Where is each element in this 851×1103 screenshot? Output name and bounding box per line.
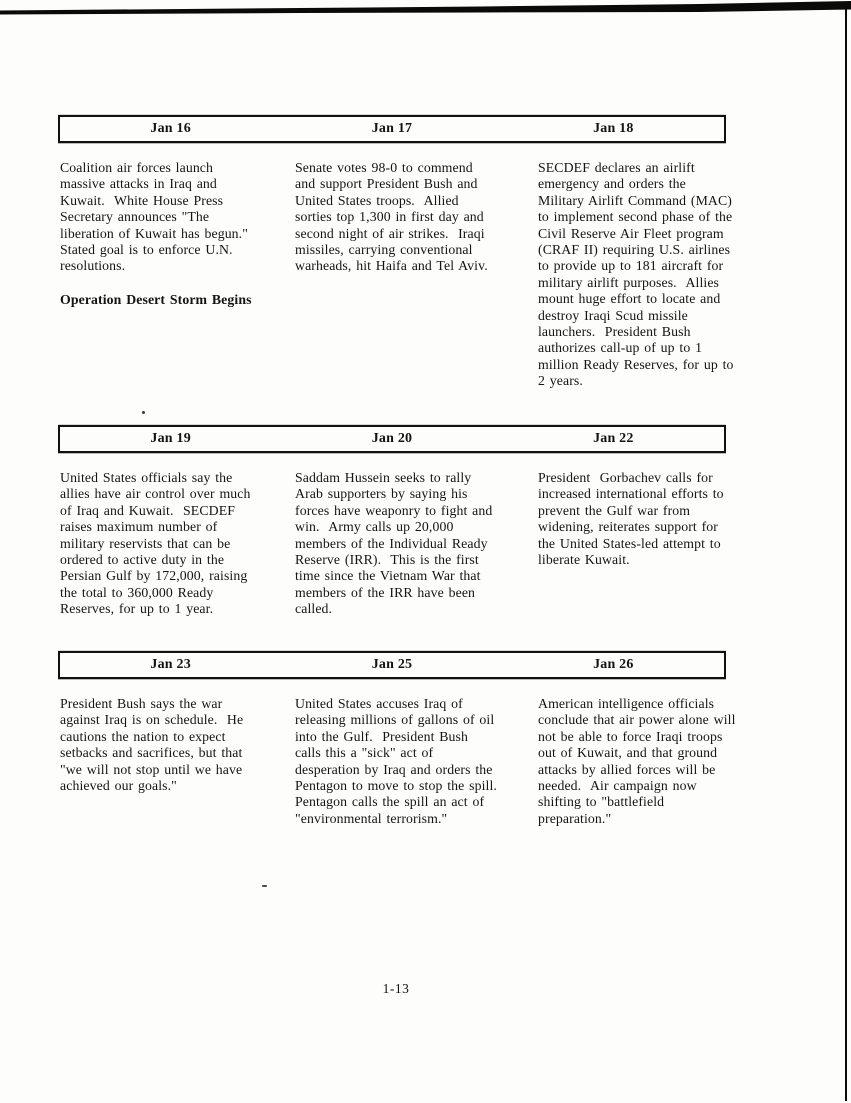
timeline-entry-jan-18 bbox=[538, 160, 739, 407]
date-header-jan-25: Jan 25 bbox=[371, 657, 413, 672]
date-header-row bbox=[58, 425, 726, 453]
date-header-row bbox=[58, 115, 726, 143]
entry-paragraph: President Gorbachev calls for increased international efforts to prevent the Gulf war from widening, reiterates support for the United States-led attempt to liberate Kuwait. bbox=[538, 470, 729, 568]
date-header-jan-20: Jan 20 bbox=[371, 431, 413, 446]
entry-paragraph: United States officials say the allies have air control over much of Iraq and Kuwait. SECDEF raises maximum number of military reservists that can be ordered to active duty in the Persian Gulf by 172,000, raising the total to 360,000 Ready Reserves, for up to 1 year. bbox=[60, 470, 256, 617]
timeline-section-jan23-26 bbox=[58, 651, 741, 826]
entry-paragraph: United States accuses Iraq of releasing millions of gallons of oil into the Gulf. President Bush calls this a "sick" act of desperation by Iraq and orders the Pentagon to move to stop the spill. Pentagon calls the spill an act of "environmental terrorism." bbox=[295, 696, 507, 826]
date-header-jan-17: Jan 17 bbox=[371, 121, 413, 136]
timeline-entry-jan-17 bbox=[295, 160, 497, 292]
entry-paragraph: Coalition air forces launch massive attacks in Iraq and Kuwait. White House Press Secretary announces "The liberation of Kuwait has begun." Stated goal is to enforce U.N. resolutions. bbox=[60, 160, 258, 274]
entry-paragraph: Senate votes 98-0 to commend and support President Bush and United States troops. Allied sorties top 1,300 in first day and second night of air strikes. Iraqi missiles, carrying conventional warheads, hit Haifa and Tel Aviv. bbox=[295, 160, 490, 274]
scan-top-edge-artifact bbox=[0, 0, 851, 18]
entry-paragraph: Saddam Hussein seeks to rally Arab supporters by saying his forces have weaponry to fight and win. Army calls up 20,000 members of the Individual Ready Reserve (IRR). This is the first time since the Vietnam War that members of the IRR have been called. bbox=[295, 470, 498, 617]
timeline-entry-jan-25 bbox=[295, 696, 507, 844]
entry-paragraph: American intelligence officials conclude that air power alone will not be able to force Iraqi troops out of Kuwait, and that ground attacks by allied forces will be needed. Air campaign now shifting to "battlefield preparation." bbox=[538, 696, 741, 826]
date-header-jan-26: Jan 26 bbox=[593, 657, 634, 672]
page-number: 1-13 bbox=[382, 981, 410, 996]
date-header-jan-22: Jan 22 bbox=[593, 431, 634, 446]
timeline-entry-jan-20 bbox=[295, 470, 497, 635]
date-header-jan-19: Jan 19 bbox=[150, 431, 191, 446]
date-header-jan-16: Jan 16 bbox=[150, 121, 191, 136]
operation-desert-storm-heading: Operation Desert Storm Begins bbox=[60, 291, 252, 307]
scan-speck-artifact bbox=[262, 885, 267, 887]
timeline-entry-jan-19 bbox=[60, 470, 256, 635]
timeline-entry-jan-23 bbox=[60, 696, 256, 811]
scan-right-edge-artifact bbox=[845, 2, 847, 1101]
date-header-jan-23: Jan 23 bbox=[150, 657, 191, 672]
date-header-row bbox=[58, 651, 726, 679]
timeline-entry-jan-26 bbox=[538, 696, 741, 844]
entry-paragraph: SECDEF declares an airlift emergency and orders the Military Airlift Command (MAC) to implement second phase of the Civil Reserve Air Fleet program (CRAF II) requiring U.S. airlines to provide up to 181 aircraft for military airlift purposes. Allies mount huge effort to locate and destroy Iraqi Scud missile launchers. President Bush authorizes call-up of up to 1 million Ready Reserves, for up to 2 years. bbox=[538, 160, 739, 389]
date-header-jan-18: Jan 18 bbox=[593, 121, 634, 136]
scan-speck-artifact bbox=[142, 411, 145, 414]
timeline-section-jan19-22 bbox=[58, 425, 730, 617]
entry-paragraph: President Bush says the war against Iraq is on schedule. He cautions the nation to expect setbacks and sacrifices, but that "we will not stop until we have achieved our goals." bbox=[60, 696, 248, 794]
timeline-section-jan16-18 bbox=[58, 115, 739, 389]
timeline-entry-jan-22 bbox=[538, 470, 736, 585]
timeline-entry-jan-16 bbox=[60, 160, 256, 325]
